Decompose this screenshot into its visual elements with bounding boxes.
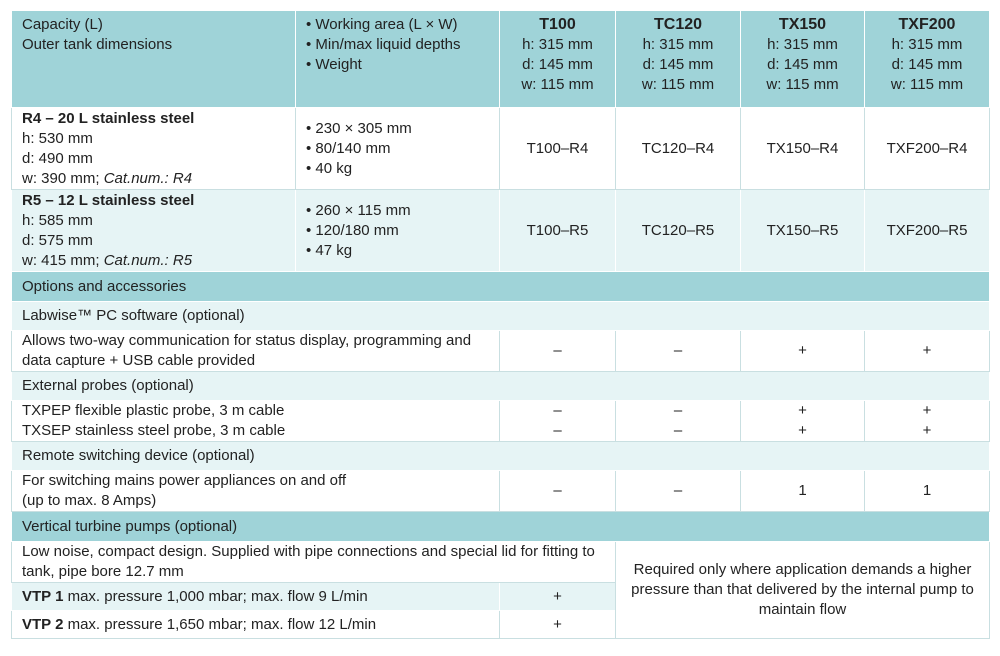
product-code: TX150–R4 xyxy=(741,108,865,190)
tank-spec: • 80/140 mm xyxy=(306,139,489,159)
header-capacity-label: Capacity (L) xyxy=(22,16,103,33)
availability-cell: + xyxy=(865,331,990,372)
availability-value: – xyxy=(673,402,683,419)
model-name: TX150 xyxy=(778,16,827,33)
options-section-row xyxy=(12,272,990,302)
model-dim: d: 145 mm xyxy=(642,56,714,73)
vtp1-desc-cell xyxy=(12,583,500,611)
section-title-pumps: Vertical turbine pumps (optional) xyxy=(12,512,990,542)
model-dim: h: 315 mm xyxy=(891,36,963,53)
vtp2-desc-cell xyxy=(12,611,500,639)
tank-spec: • 120/180 mm xyxy=(306,221,489,241)
model-dim: h: 315 mm xyxy=(522,36,593,53)
vtp-name: VTP 1 xyxy=(22,587,64,605)
header-model-t100 xyxy=(500,11,616,108)
probes-title-row xyxy=(12,372,990,401)
header-capacity-cell xyxy=(12,11,296,108)
software-title: Labwise™ PC software (optional) xyxy=(12,302,990,331)
tank-dim-cat xyxy=(22,169,285,189)
vtp-desc: max. pressure 1,000 mbar; max. flow 9 L/min xyxy=(67,587,368,605)
availability-cell xyxy=(865,401,990,442)
availability-cell: – xyxy=(616,471,741,512)
tank-dim: w: 415 mm; xyxy=(22,251,100,269)
tank-dim: d: 575 mm xyxy=(22,231,93,249)
availability-value: + xyxy=(798,402,807,419)
tank-title: R5 – 12 L stainless steel xyxy=(22,191,195,209)
tank-specs-cell xyxy=(296,190,500,272)
availability-value: + xyxy=(922,402,932,419)
software-desc: Allows two-way communication for status display, programming and data capture + USB cable provided xyxy=(12,331,500,372)
model-name: T100 xyxy=(539,16,576,33)
cat-label: Cat.num.: xyxy=(103,169,169,187)
availability-value: + xyxy=(798,422,807,439)
availability-cell: – xyxy=(500,471,616,512)
header-row xyxy=(12,11,990,108)
model-dim: h: 315 mm xyxy=(767,36,838,53)
cat-label: Cat.num.: xyxy=(103,251,169,269)
product-code: TC120–R5 xyxy=(616,190,741,272)
header-dimensions-label: Outer tank dimensions xyxy=(22,36,173,53)
remote-desc: For switching mains power appliances on and off xyxy=(22,472,347,489)
pumps-desc-row xyxy=(12,542,990,583)
availability-cell xyxy=(616,401,741,442)
pumps-note: Required only where application demands a higher pressure than that delivered by the internal pump to maintain flow xyxy=(616,542,990,639)
availability-value: – xyxy=(553,402,562,419)
availability-cell: + xyxy=(500,583,616,611)
model-dim: w: 115 mm xyxy=(521,76,594,93)
product-code: TXF200–R5 xyxy=(865,190,990,272)
tank-row-r5 xyxy=(12,190,990,272)
model-dim: w: 115 mm xyxy=(766,76,839,93)
tank-dim: d: 490 mm xyxy=(22,149,93,167)
availability-cell xyxy=(500,401,616,442)
header-spec-item: • Weight xyxy=(306,55,489,75)
product-code: T100–R5 xyxy=(500,190,616,272)
tank-dim: h: 530 mm xyxy=(22,129,93,147)
availability-value: – xyxy=(673,422,683,439)
product-spec-table xyxy=(11,10,990,639)
probes-desc-cell xyxy=(12,401,500,442)
tank-title: R4 – 20 L stainless steel xyxy=(22,109,195,127)
model-name: TXF200 xyxy=(898,16,956,33)
model-dim: h: 315 mm xyxy=(642,36,714,53)
software-row xyxy=(12,331,990,372)
section-title-options: Options and accessories xyxy=(12,272,990,302)
tank-spec: • 260 × 115 mm xyxy=(306,201,489,221)
software-title-row xyxy=(12,302,990,331)
cat-value: R4 xyxy=(172,169,193,187)
availability-cell xyxy=(741,401,865,442)
tank-spec: • 47 kg xyxy=(306,241,489,261)
model-dim: d: 145 mm xyxy=(522,56,593,73)
tank-info-cell xyxy=(12,108,296,190)
availability-cell: 1 xyxy=(865,471,990,512)
cat-value: R5 xyxy=(172,251,193,269)
probes-row xyxy=(12,401,990,442)
probe-name: TXSEP stainless steel probe, 3 m cable xyxy=(22,422,286,439)
pumps-section-row xyxy=(12,512,990,542)
probes-title: External probes (optional) xyxy=(12,372,990,401)
header-model-txf200 xyxy=(865,11,990,108)
availability-cell: 1 xyxy=(741,471,865,512)
remote-title: Remote switching device (optional) xyxy=(12,442,990,471)
tank-info-cell xyxy=(12,190,296,272)
header-model-tx150 xyxy=(741,11,865,108)
header-model-tc120 xyxy=(616,11,741,108)
remote-desc-cell xyxy=(12,471,500,512)
tank-spec: • 230 × 305 mm xyxy=(306,119,489,139)
product-code: TX150–R5 xyxy=(741,190,865,272)
vtp-name: VTP 2 xyxy=(22,615,64,633)
tank-spec: • 40 kg xyxy=(306,159,489,179)
tank-dim-cat xyxy=(22,251,285,271)
availability-cell: + xyxy=(500,611,616,639)
availability-value: – xyxy=(553,422,562,439)
model-name: TC120 xyxy=(653,16,703,33)
availability-cell: – xyxy=(616,331,741,372)
vtp-desc: max. pressure 1,650 mbar; max. flow 12 L/min xyxy=(67,615,377,633)
availability-cell: + xyxy=(741,331,865,372)
model-dim: d: 145 mm xyxy=(891,56,963,73)
model-dim: d: 145 mm xyxy=(767,56,838,73)
availability-cell: – xyxy=(500,331,616,372)
model-dim: w: 115 mm xyxy=(641,76,715,93)
product-code: T100–R4 xyxy=(500,108,616,190)
remote-desc: (up to max. 8 Amps) xyxy=(22,492,157,509)
tank-specs-cell xyxy=(296,108,500,190)
product-code: TC120–R4 xyxy=(616,108,741,190)
tank-dim: h: 585 mm xyxy=(22,211,93,229)
tank-dim: w: 390 mm; xyxy=(22,169,100,187)
header-spec-item: • Min/max liquid depths xyxy=(306,35,489,55)
product-code: TXF200–R4 xyxy=(865,108,990,190)
probe-name: TXPEP flexible plastic probe, 3 m cable xyxy=(22,402,285,419)
pumps-desc: Low noise, compact design. Supplied with pipe connections and special lid for fitting to tank, pipe bore 12.7 mm xyxy=(12,542,616,583)
remote-row xyxy=(12,471,990,512)
header-spec-item: • Working area (L × W) xyxy=(306,15,489,35)
remote-title-row xyxy=(12,442,990,471)
model-dim: w: 115 mm xyxy=(890,76,964,93)
header-specs-cell xyxy=(296,11,500,108)
availability-value: + xyxy=(922,422,932,439)
tank-row-r4 xyxy=(12,108,990,190)
